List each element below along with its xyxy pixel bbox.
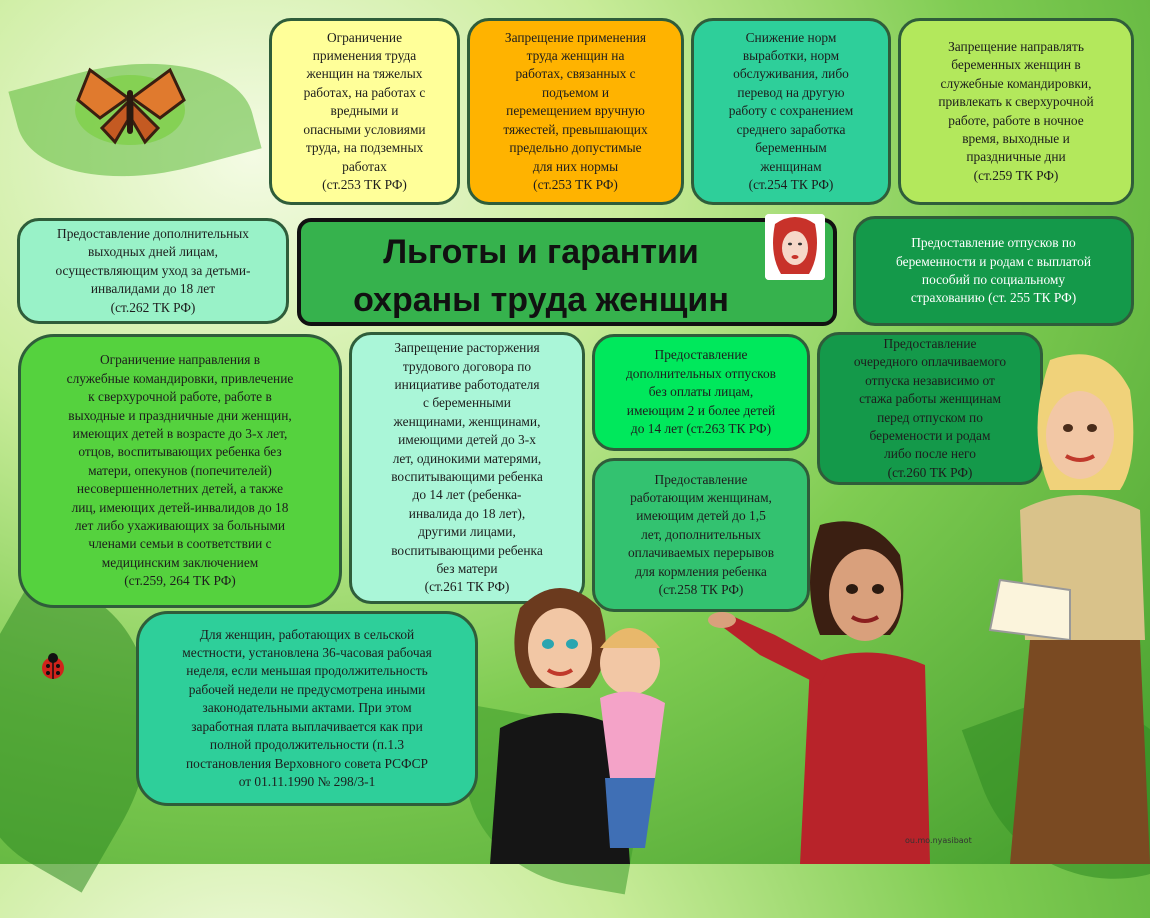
ladybug-icon (38, 652, 68, 682)
woman-portrait-image (765, 214, 825, 280)
info-box-extra-days-off: Предоставление дополнительных выходных дней лицам, осуществляющим уход за детьми- инвалидами до 18 лет (ст.262 ТК РФ) (17, 218, 289, 324)
info-box-limiting-trips-parents: Ограничение направления в служебные командировки, привлечение к сверхурочной работе, работе в выходные и праздничные дни женщин, имеющих детей в возрасте до 3-х лет, отцов, воспитывающих ребенка без матери, опекунов (попечителей) несовершеннолетних детей, а также лиц, имеющих детей-инвалидов до 18 лет либо ухаживающих за больными членами семьи в соответствии с медицинским заключением (ст.259, 264 ТК РФ) (18, 334, 342, 608)
page-title: Льготы и гарантии охраны труда женщин (353, 233, 729, 319)
info-box-rural-work-week: Для женщин, работающих в сельской местности, установлена 36-часовая рабочая неделя, если меньшая продолжительность рабочей недели не предусмотрена иными законодательными актами. При этом заработная плата выплачивается как при полной продолжительности (п.1.3 постановления Верховного совета РСФСР от 01.11.1990 № 298/3-1 (136, 611, 478, 806)
info-box-dismissal-ban: Запрещение расторжения трудового договора по инициативе работодателя с беременными женщинами, женщинами, имеющими детей до 3-х лет, одинокими матерями, воспитывающими ребенка до 14 лет (ребенка- инвалида до 18 лет), другими лицами, воспитывающими ребенка без матери (ст.261 ТК РФ) (349, 332, 585, 604)
woman-presenter-illustration (700, 515, 970, 864)
mother-with-child-illustration (480, 578, 680, 864)
info-box-feeding-breaks: Предоставление работающим женщинам, имеющим детей до 1,5 лет, дополнительных оплачиваемых перерывов для кормления ребенка (ст.258 ТК РФ) (592, 458, 810, 612)
info-box-annual-leave: Предоставление очередного оплачиваемого отпуска независимо от стажа работы женщинам перед отпуском по беремености и родам либо после него (ст.260 ТК РФ) (817, 332, 1043, 485)
woman-with-book-illustration (940, 340, 1150, 864)
info-box-maternity-leave: Предоставление отпусков по беременности и родам с выплатой пособий по социальному страхованию (ст. 255 ТК РФ) (853, 216, 1134, 326)
info-box-heavy-work: Ограничение применения труда женщин на тяжелых работах, на работах с вредными и опасными условиями труда, на подземных работах (ст.253 ТК РФ) (269, 18, 460, 205)
info-box-lifting-weights: Запрещение применения труда женщин на работах, связанных с подъемом и перемещением вручную тяжестей, превышающих предельно допустимые для них нормы (ст.253 ТК РФ) (467, 18, 684, 205)
page-title-banner (297, 218, 837, 326)
butterfly-icon (60, 40, 200, 160)
watermark-text: ou.mo.nyasibaot (905, 836, 972, 845)
info-box-reduced-norms: Снижение норм выработки, норм обслуживания, либо перевод на другую работу с сохранением среднего заработка беременным женщинам (ст.254 ТК РФ) (691, 18, 891, 205)
info-box-pregnant-business-trips: Запрещение направлять беременных женщин в служебные командировки, привлекать к сверхурочной работе, работе в ночное время, выходные и праздничные дни (ст.259 ТК РФ) (898, 18, 1134, 205)
info-box-unpaid-leave: Предоставление дополнительных отпусков без оплаты лицам, имеющим 2 и более детей до 14 лет (ст.263 ТК РФ) (592, 334, 810, 451)
